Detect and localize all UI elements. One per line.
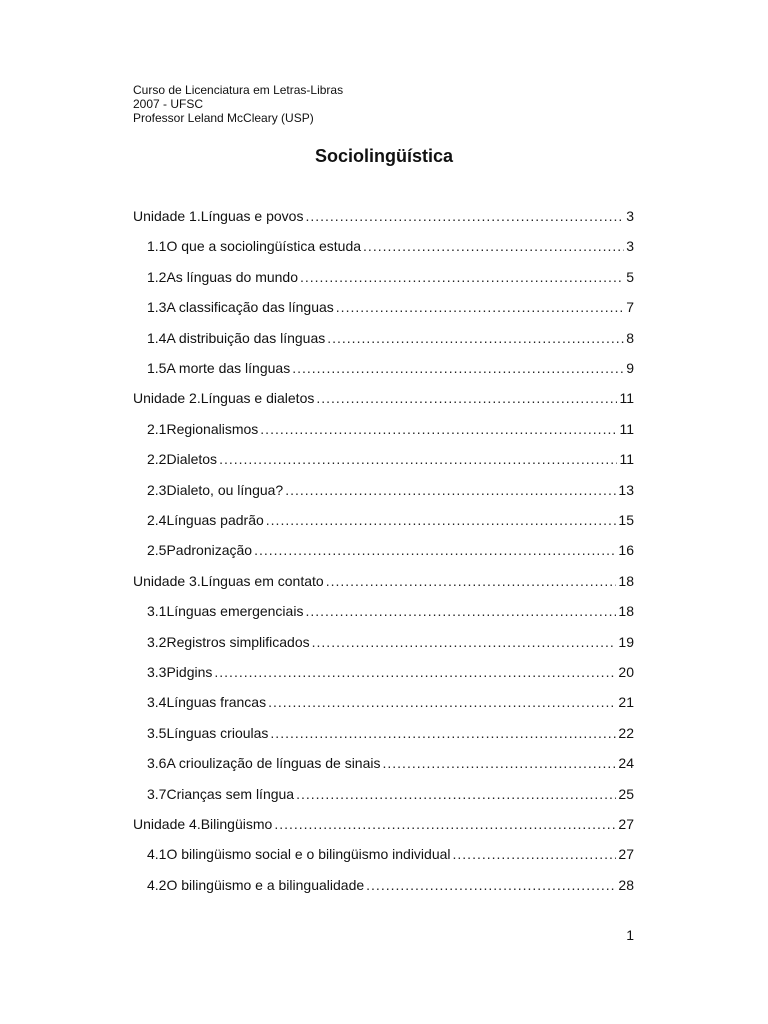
document-title: Sociolingüística <box>314 146 454 166</box>
toc-entry-page: 18 <box>618 603 634 620</box>
toc-dot-leader <box>383 750 617 776</box>
toc-section-entry <box>147 507 634 533</box>
toc-unit-entry <box>133 811 634 837</box>
toc-entry-number: 2.2 <box>147 451 167 468</box>
toc-entry-number: Unidade 4. <box>133 816 201 832</box>
toc-entry-number: Unidade 1. <box>133 208 201 224</box>
toc-entry-number: 2.3 <box>147 481 167 498</box>
toc-dot-leader <box>312 629 617 655</box>
toc-entry-title: Pidgins <box>166 664 213 680</box>
document-header <box>133 83 343 125</box>
toc-entry-page: 21 <box>618 694 634 711</box>
toc-entry-title: Regionalismos <box>166 420 259 437</box>
toc-entry-title: Bilingüismo <box>200 816 273 832</box>
toc-dot-leader <box>327 325 624 351</box>
toc-entry-title: Línguas padrão <box>166 512 264 528</box>
toc-section-entry <box>147 598 634 624</box>
toc-entry-number: 2.1 <box>147 420 167 437</box>
toc-entry-number: Unidade 2. <box>133 390 201 407</box>
toc-dot-leader <box>270 720 616 746</box>
toc-entry-number: 4.2 <box>147 876 167 893</box>
toc-dot-leader <box>296 781 616 807</box>
toc-entry-title: Dialetos <box>166 451 218 468</box>
toc-entry-number: 3.6 <box>147 755 167 772</box>
toc-section-entry <box>147 325 634 351</box>
toc-entry-number: 2.5 <box>147 542 167 559</box>
toc-entry-page: 9 <box>626 360 634 376</box>
toc-dot-leader <box>254 537 616 563</box>
toc-section-entry <box>147 446 634 472</box>
toc-entry-number: 3.5 <box>147 724 167 741</box>
toc-entry-page: 7 <box>626 299 634 316</box>
toc-entry-title: Línguas francas <box>166 694 267 711</box>
toc-entry-title: Padronização <box>166 542 253 559</box>
toc-entry-page: 3 <box>626 238 634 255</box>
toc-dot-leader <box>260 416 617 442</box>
toc-entry-page: 18 <box>618 572 634 589</box>
toc-entry-page: 22 <box>618 724 634 741</box>
toc-entry-title: O bilingüismo social e o bilingüismo individual <box>166 846 451 863</box>
toc-entry-title: Línguas crioulas <box>166 724 269 741</box>
toc-entry-page: 27 <box>618 816 634 832</box>
toc-dot-leader <box>268 689 616 715</box>
toc-dot-leader <box>305 203 624 229</box>
toc-dot-leader <box>363 233 624 259</box>
toc-entry-number: 1.5 <box>147 360 167 376</box>
toc-entry-title: Dialeto, ou língua? <box>166 481 284 498</box>
toc-section-entry <box>147 659 634 685</box>
toc-entry-title: Línguas e dialetos <box>200 390 315 407</box>
toc-unit-entry <box>133 385 634 411</box>
toc-entry-page: 11 <box>619 420 634 437</box>
toc-dot-leader <box>316 385 617 411</box>
toc-unit-entry <box>133 203 634 229</box>
toc-dot-leader <box>305 598 616 624</box>
toc-section-entry <box>147 750 634 776</box>
toc-entry-page: 25 <box>618 785 634 802</box>
toc-entry-number: 3.4 <box>147 694 167 711</box>
toc-entry-page: 13 <box>618 481 634 498</box>
toc-section-entry <box>147 294 634 320</box>
professor-name: Professor Leland McCleary (USP) <box>133 111 314 125</box>
toc-section-entry <box>147 841 634 867</box>
toc-entry-page: 16 <box>618 542 634 559</box>
toc-entry-title: As línguas do mundo <box>166 268 298 285</box>
toc-entry-page: 15 <box>618 512 634 528</box>
toc-entry-title: A distribuição das línguas <box>166 329 326 346</box>
toc-entry-number: 2.4 <box>147 512 167 528</box>
toc-entry-page: 24 <box>618 755 634 772</box>
toc-section-entry <box>147 629 634 655</box>
toc-section-entry <box>147 872 634 898</box>
toc-entry-number: 4.1 <box>147 846 167 863</box>
toc-entry-title: Línguas em contato <box>200 572 324 589</box>
toc-dot-leader <box>219 446 617 472</box>
page-number: 1 <box>626 927 634 943</box>
toc-entry-title: Línguas e povos <box>200 208 304 224</box>
toc-entry-page: 3 <box>626 208 634 224</box>
toc-section-entry <box>147 264 634 290</box>
toc-dot-leader <box>453 841 617 867</box>
toc-entry-page: 27 <box>618 846 634 863</box>
toc-entry-number: Unidade 3. <box>133 572 201 589</box>
toc-entry-number: 3.3 <box>147 664 167 680</box>
toc-section-entry <box>147 720 634 746</box>
toc-dot-leader <box>300 264 624 290</box>
toc-entry-title: A crioulização de línguas de sinais <box>166 755 381 772</box>
toc-entry-page: 11 <box>619 451 634 468</box>
toc-entry-title: O bilingüismo e a bilingualidade <box>166 876 365 893</box>
toc-section-entry <box>147 781 634 807</box>
toc-entry-page: 11 <box>619 390 634 407</box>
toc-entry-number: 1.1 <box>147 238 167 255</box>
toc-entry-page: 8 <box>626 329 634 346</box>
toc-dot-leader <box>266 507 617 533</box>
toc-dot-leader <box>285 477 616 503</box>
toc-entry-title: A morte das línguas <box>166 360 291 376</box>
toc-entry-number: 1.2 <box>147 268 167 285</box>
toc-section-entry <box>147 477 634 503</box>
toc-entry-page: 5 <box>626 268 634 285</box>
toc-section-entry <box>147 689 634 715</box>
toc-dot-leader <box>326 568 617 594</box>
year-institution: 2007 - UFSC <box>133 97 204 111</box>
course-name: Curso de Licenciatura em Letras-Libras <box>133 83 344 97</box>
toc-dot-leader <box>274 811 616 837</box>
toc-section-entry <box>147 537 634 563</box>
toc-entry-title: Registros simplificados <box>166 633 310 650</box>
toc-entry-page: 20 <box>618 664 634 680</box>
toc-entry-number: 1.3 <box>147 299 167 316</box>
toc-section-entry <box>147 416 634 442</box>
toc-entry-number: 1.4 <box>147 329 167 346</box>
toc-dot-leader <box>214 659 616 685</box>
toc-entry-number: 3.1 <box>147 603 167 620</box>
toc-entry-number: 3.7 <box>147 785 167 802</box>
toc-dot-leader <box>292 355 624 381</box>
toc-section-entry <box>147 233 634 259</box>
toc-entry-page: 19 <box>618 633 634 650</box>
toc-entry-title: A classificação das línguas <box>166 299 334 316</box>
toc-section-entry <box>147 355 634 381</box>
toc-entry-page: 28 <box>618 876 634 893</box>
toc-entry-title: Crianças sem língua <box>166 785 295 802</box>
toc-entry-title: Línguas emergenciais <box>166 603 304 620</box>
toc-dot-leader <box>366 872 616 898</box>
toc-entry-number: 3.2 <box>147 633 167 650</box>
toc-dot-leader <box>336 294 624 320</box>
toc-entry-title: O que a sociolingüística estuda <box>166 238 362 255</box>
toc-unit-entry <box>133 568 634 594</box>
